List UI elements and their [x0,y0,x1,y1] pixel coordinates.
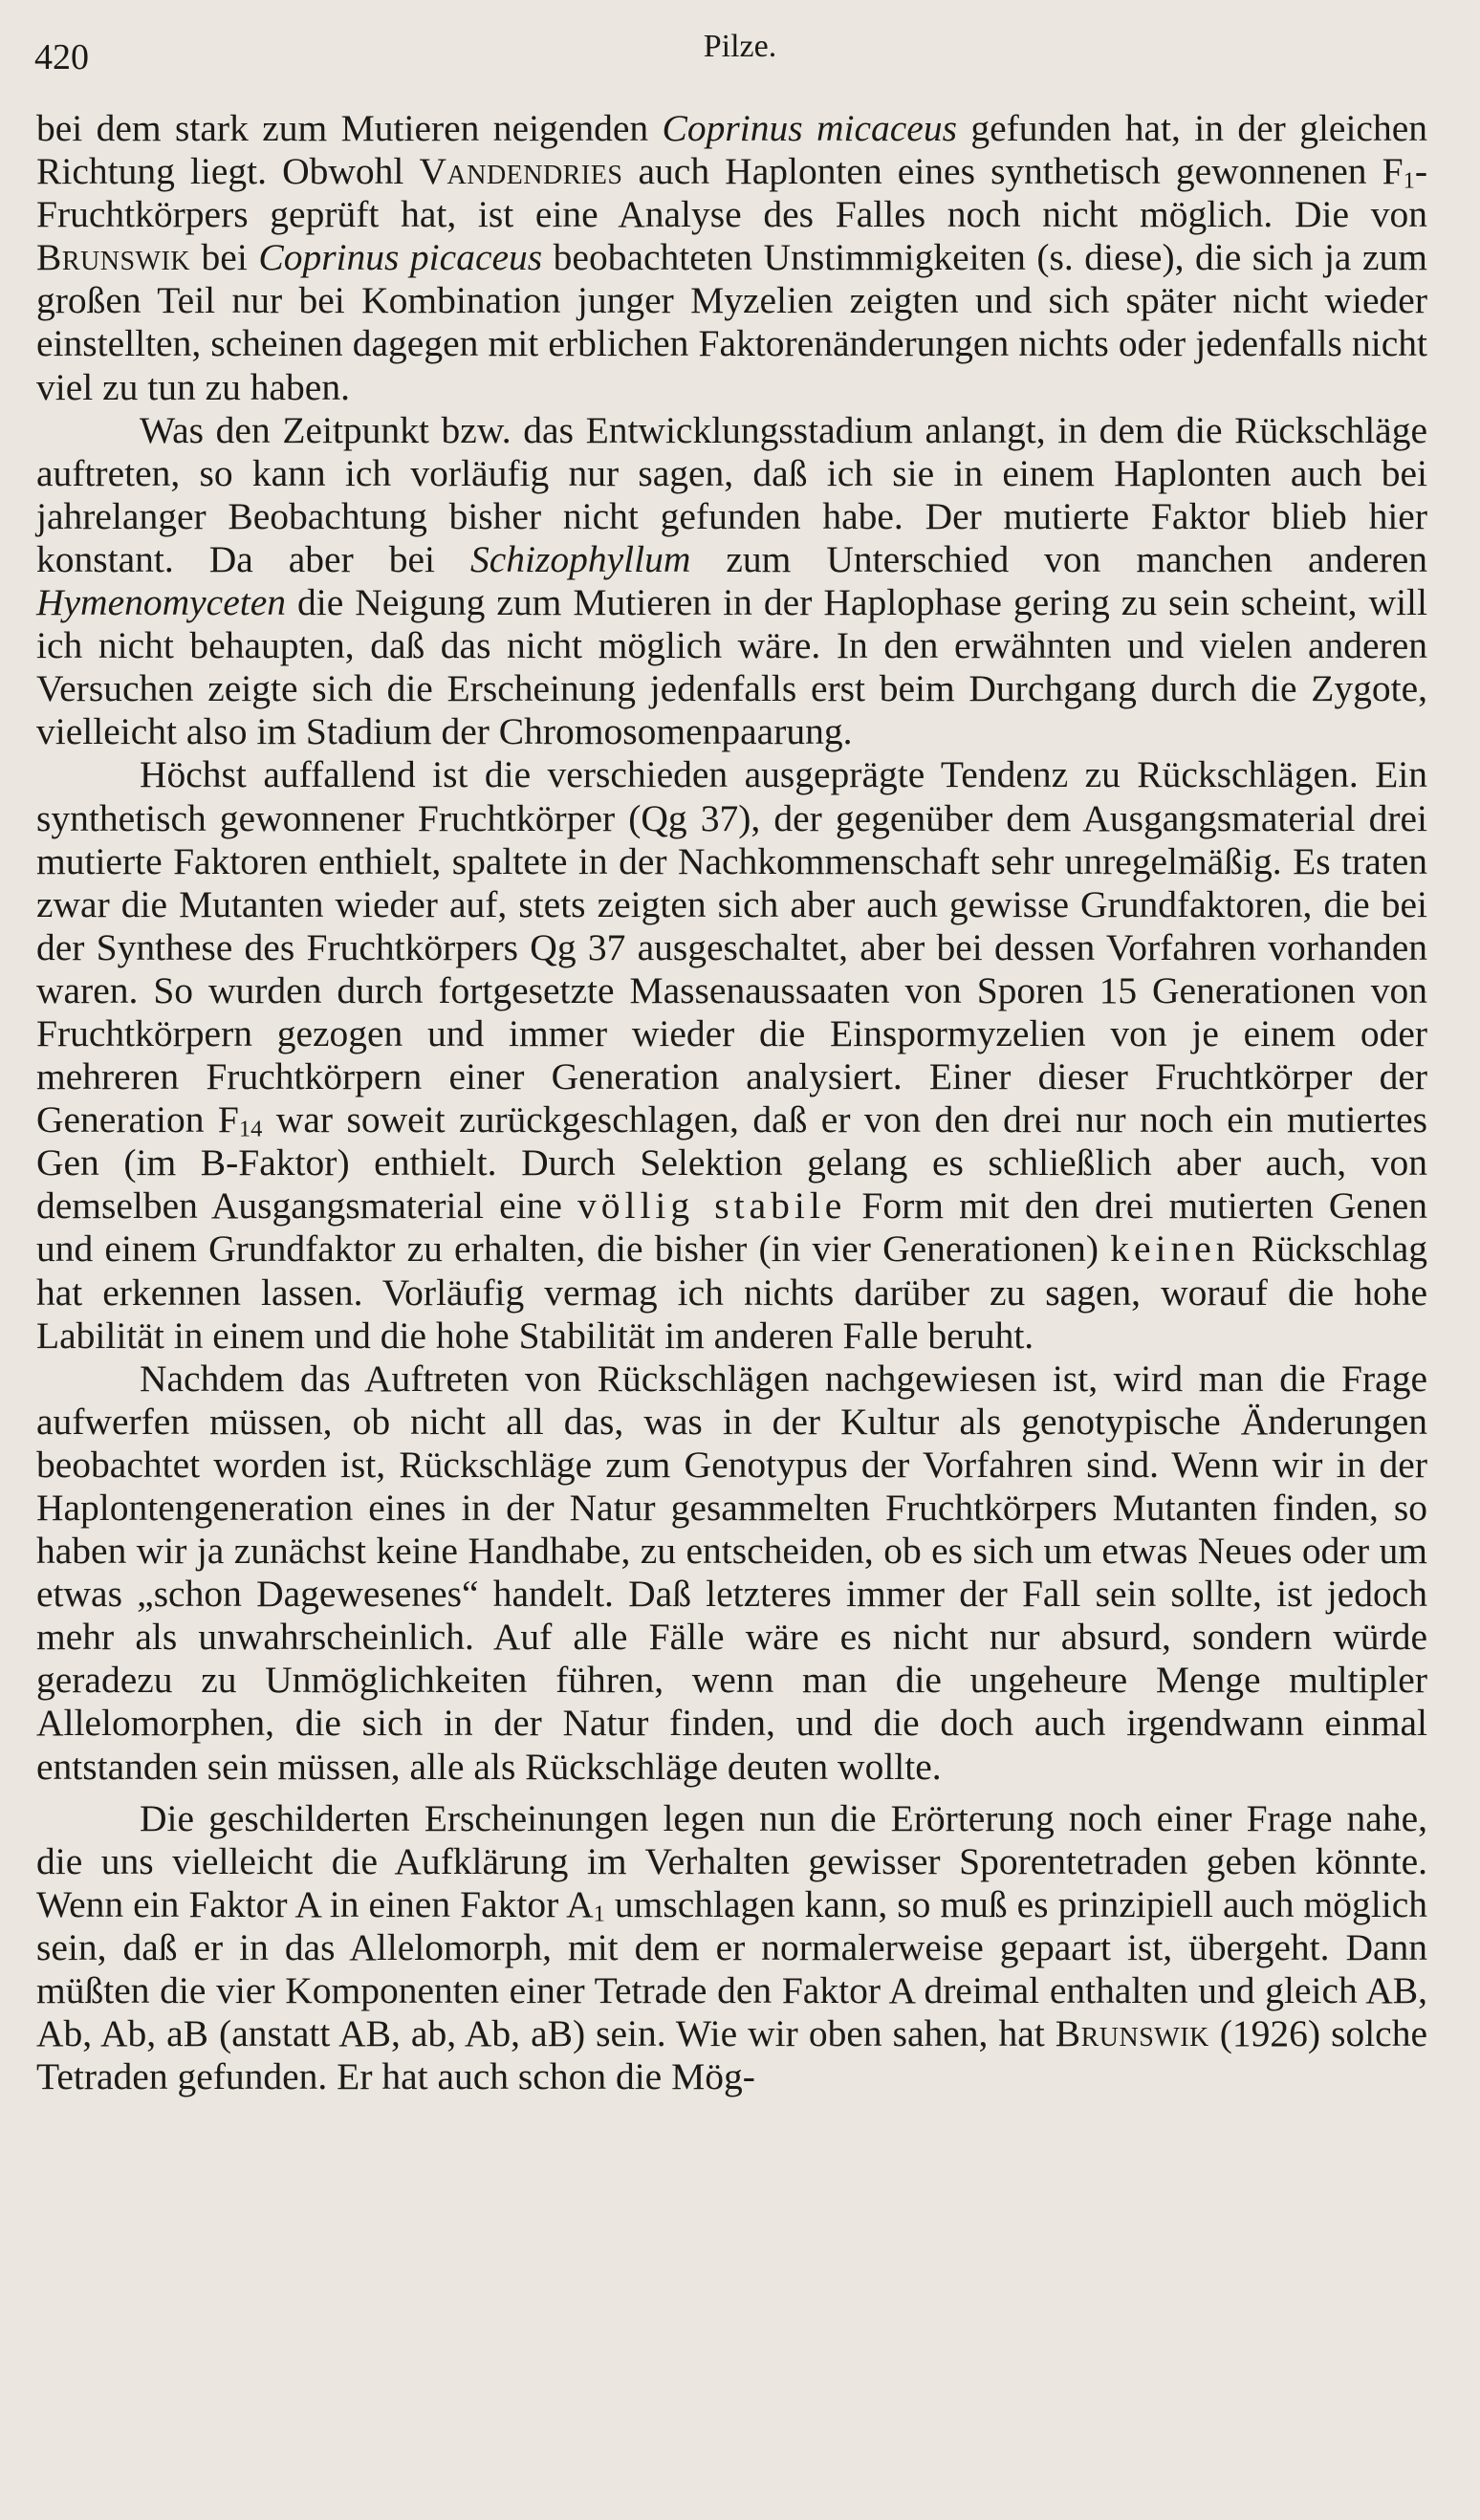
text-run: -Fruchtkörpers geprüft hat, ist eine Analyse des Falles noch nicht möglich. Die von [36,150,1427,236]
text-run: zum Unterschied von manchen anderen [690,537,1427,580]
page-header [34,27,1446,84]
paragraph [36,1797,1427,2099]
text-run: umschlagen kann, so muß es prinzipiell auch möglich sein, daß er in das Allelomorph, mit dem er normalerweise gepaart ist, übergeht. Dann müßten die vier Komponenten einer Tetrade den Faktor A dreimal enthalten und gleich AB, Ab, Ab, aB (anstatt AB, ab, Ab, aB) sein. Wie wir oben sahen, hat [36,1882,1427,2055]
spaced-emphasis: völlig stabile [577,1184,847,1227]
paragraph [36,107,1427,409]
subscript: 1 [1403,167,1415,194]
text-run: Rückschlag hat erkennen lassen. Vorläufig vermag ich nichts darüber zu sagen, worauf die hohe Labilität in einem und die hohe Stabilität im anderen Falle beruht. [36,1227,1427,1357]
text-run: die Neigung zum Mutieren in der Haplophase gering zu sein scheint, will ich nicht behaupten, daß das nicht möglich wäre. In den erwähnten und vielen anderen Versuchen zeigte sich die Erscheinung jedenfalls erst beim Durchgang durch die Zygote, vielleicht also im Stadium der Chromosomenpaarung. [36,581,1427,753]
italic-run: Schizophyllum [469,537,691,580]
body-text [36,107,1427,2098]
text-run: Nachdem das Auftreten von Rückschlägen nachgewiesen ist, wird man die Frage aufwerfen müssen, ob nicht all das, was in der Kultur als genotypische Änderungen beobachtet worden ist, Rückschläge zum Genotypus der Vorfahren sind. Wenn wir in der Haplontengeneration eines in der Natur gesammelten Fruchtkörpers Mutanten finden, so haben wir ja zunächst keine Handhabe, zu entscheiden, ob es sich um etwas Neues oder um etwas „schon Dagewesenes“ handelt. Daß letzteres immer der Fall sein sollte, ist jedoch mehr als unwahrscheinlich. Auf alle Fälle wäre es nicht nur absurd, sondern würde geradezu zu Unmöglichkeiten führen, wenn man die ungeheure Menge multipler Allelomorphen, die sich in der Natur finden, und die doch auch irgendwann einmal entstanden sein müssen, alle als Rückschläge deuten wollte. [36,1357,1427,1788]
text-run: beobachteten Unstimmigkeiten (s. diese), die sich ja zum großen Teil nur bei Kombination junger Myzelien zeigten und sich später nicht wieder einstellten, scheinen dagegen mit erblichen Faktorenänderungen nichts oder jedenfalls nicht viel zu tun zu haben. [36,236,1427,408]
subscript: 1 [593,1901,605,1927]
text-run: Höchst auffallend ist die verschieden ausgeprägte Tendenz zu Rückschlägen. Ein synthetisch gewonnener Fruchtkörper (Qg 37), der gegenüber dem Ausgangsmaterial drei mutierte Faktoren enthielt, spaltete in der Nachkommenschaft sehr unregelmäßig. Es traten zwar die Mutanten wieder auf, stets zeigten sich aber auch gewisse Grundfaktoren, die bei der Synthese des Fruchtkörpers Qg 37 ausgeschaltet, aber bei dessen Vorfahren vorhanden waren. So wurden durch fortgesetzte Massenaussaaten von Sporen 15 Generationen von Fruchtkörpern gezogen und immer wieder die Einspormyzelien von je einem oder mehreren Fruchtkörpern einer Generation analysiert. Einer dieser Fruchtkörper der Generation F [36,753,1427,1141]
italic-run: Hymenomyceten [36,581,286,624]
text-run: Die geschilderten Erscheinungen legen nun die Erörterung noch einer Frage nahe, die uns vielleicht die Aufklärung im Verhalten gewisser Sporentetraden geben könnte. Wenn ein Faktor A in einen Faktor A [36,1796,1427,1925]
text-run: Was den Zeitpunkt bzw. das Entwicklungsstadium anlangt, in dem die Rückschläge auftreten, so kann ich vorläufig nur sagen, daß ich sie in einem Haplonten auch bei jahrelanger Beobachtung bisher nicht gefunden habe. Der mutierte Faktor blieb hier konstant. Da aber bei [36,408,1427,580]
paragraph [36,1358,1427,1789]
paragraph [36,409,1427,754]
text-run: bei dem stark zum Mutieren neigenden [36,107,663,149]
italic-run: Coprinus micaceus [662,107,957,149]
spaced-emphasis: keinen [1110,1227,1240,1271]
subscript: 14 [238,1116,263,1142]
text-run: auch Haplonten eines synthetisch gewonnenen F [622,150,1404,193]
text-run: war soweit zurückgeschlagen, daß er von den drei nur noch ein mutiertes Gen (im B-Faktor) enthielt. Durch Selektion gelang es schließlich aber auch, von demselben Ausgangsmaterial eine [36,1098,1427,1227]
running-head: Pilze. [703,29,777,64]
italic-run: Coprinus picaceus [258,236,543,279]
text-run: (1926) solche Tetraden gefunden. Er hat auch schon die Mög- [36,2012,1428,2098]
text-run: Form mit den drei mutierten Genen und einem Grundfaktor zu erhalten, die bisher (in vier Generationen) [36,1184,1427,1271]
text-run: gefunden hat, in der gleichen Richtung liegt. Obwohl [36,107,1427,193]
small-caps-name: Brunswik [36,236,191,279]
page-number: 420 [34,37,89,77]
text-run: bei [190,236,259,279]
paragraph [36,753,1427,1357]
small-caps-name: Brunswik [1055,2012,1209,2055]
small-caps-name: Vandendries [419,150,623,193]
